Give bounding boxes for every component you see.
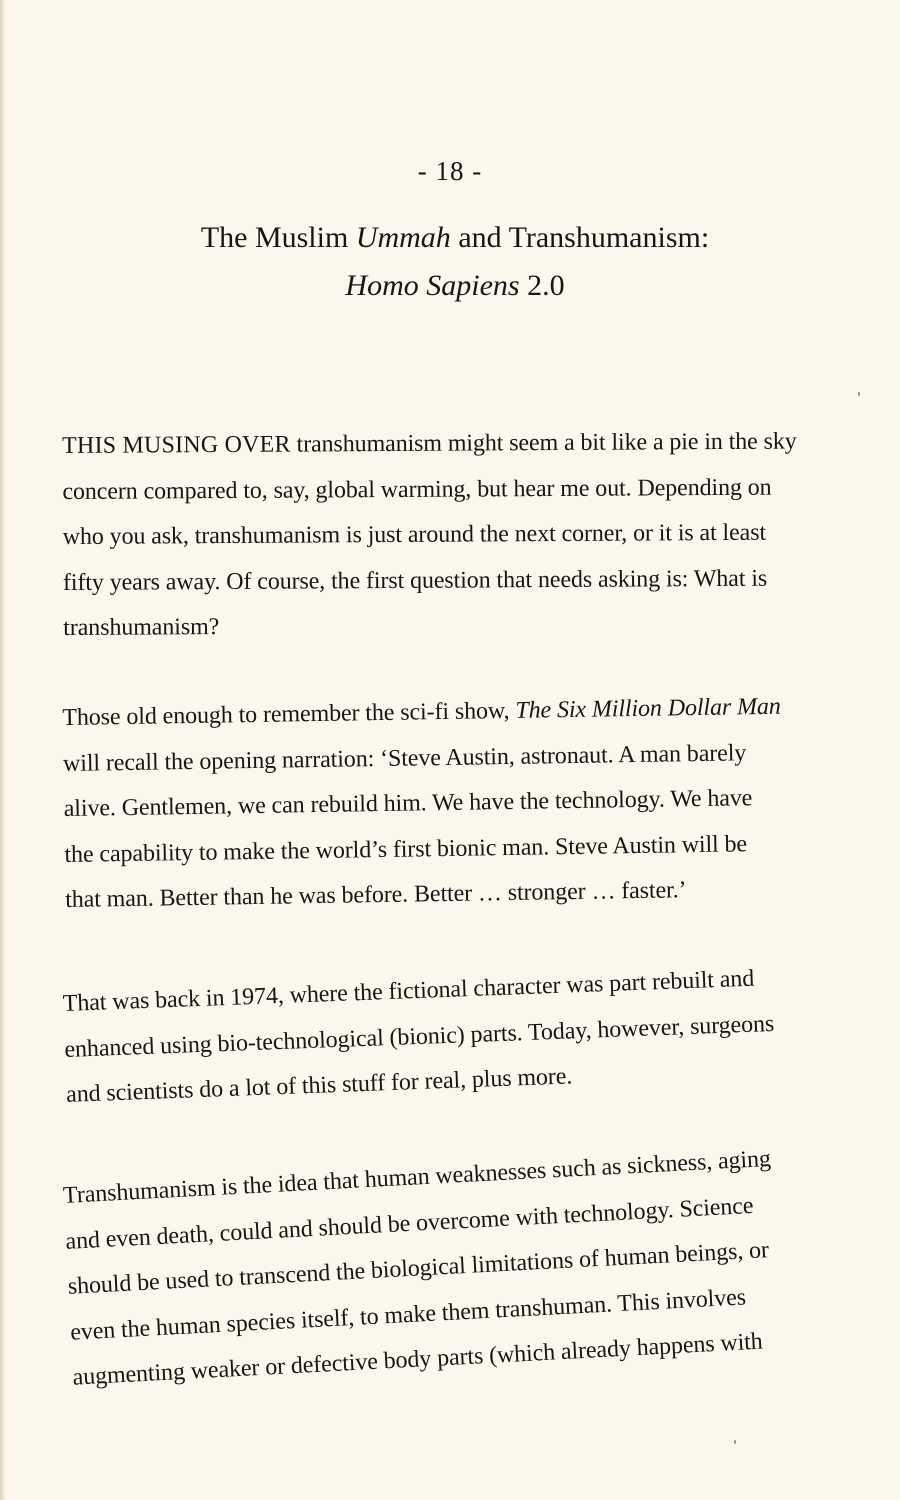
paragraph-3: [62, 953, 866, 1119]
show-title-italic: The Six Million Dollar Man: [515, 693, 781, 724]
paragraph-line: who you ask, transhumanism is just around the next corner, or it is at least: [62, 519, 767, 550]
paragraph-line: concern compared to, say, global warming, but hear me out. Depending on: [62, 474, 772, 505]
line-text: transhumanism might seem a bit like a pie in the sky: [290, 428, 797, 458]
paragraph-line: will recall the opening narration: ‘Steve Austin, astronaut. A man barely: [62, 739, 747, 777]
line-text: Those old enough to remember the sci-fi show,: [62, 697, 516, 731]
paragraph-line: transhumanism?: [63, 614, 220, 641]
opening-words: THIS MUSING OVER: [62, 431, 291, 459]
paragraph-line: augmenting weaker or defective body parts (which already happens with: [71, 1328, 764, 1391]
paragraph-line: and even death, could and should be overcome with technology. Science: [64, 1192, 754, 1255]
chapter-title-line-1: [0, 214, 900, 262]
title-text-2: and Transhumanism:: [450, 221, 710, 254]
paragraph-line: [62, 419, 862, 469]
paragraph-line: fifty years away. Of course, the first question that needs asking is: What is: [62, 565, 768, 596]
paragraph-line: the capability to make the world’s first bionic man. Steve Austin will be: [64, 830, 748, 868]
paragraph-line: alive. Gentlemen, we can rebuild him. We have the technology. We have: [63, 785, 753, 822]
title-text-1: The Muslim: [200, 221, 356, 254]
paragraph-line: that man. Better than he was before. Better … stronger … faster.’: [65, 877, 687, 913]
page-number: - 18 -: [417, 156, 483, 186]
paragraph-2: [62, 683, 865, 923]
paragraph-line: should be used to transcend the biological limitations of human beings, or: [67, 1237, 770, 1300]
paragraph-4: [62, 1132, 873, 1401]
subtitle-italic: Homo Sapiens: [345, 269, 520, 302]
paragraph-line: even the human species itself, to make them transhuman. This involves: [69, 1283, 747, 1346]
title-italic-ummah: Ummah: [355, 221, 451, 254]
paragraph-1: [62, 419, 863, 651]
paragraph-line: That was back in 1974, where the fictional character was part rebuilt and: [62, 965, 755, 1017]
paper-speck: [858, 392, 860, 396]
paragraph-line: Transhumanism is the idea that human weaknesses such as sickness, aging: [62, 1145, 772, 1209]
paper-speck: [734, 1440, 736, 1444]
chapter-subtitle: [0, 262, 900, 310]
subtitle-version: 2.0: [519, 269, 565, 302]
chapter-title: [0, 214, 900, 310]
paragraph-line: enhanced using bio-technological (bionic) parts. Today, however, surgeons: [63, 1010, 775, 1063]
paragraph-line: and scientists do a lot of this stuff for real, plus more.: [65, 1063, 573, 1108]
